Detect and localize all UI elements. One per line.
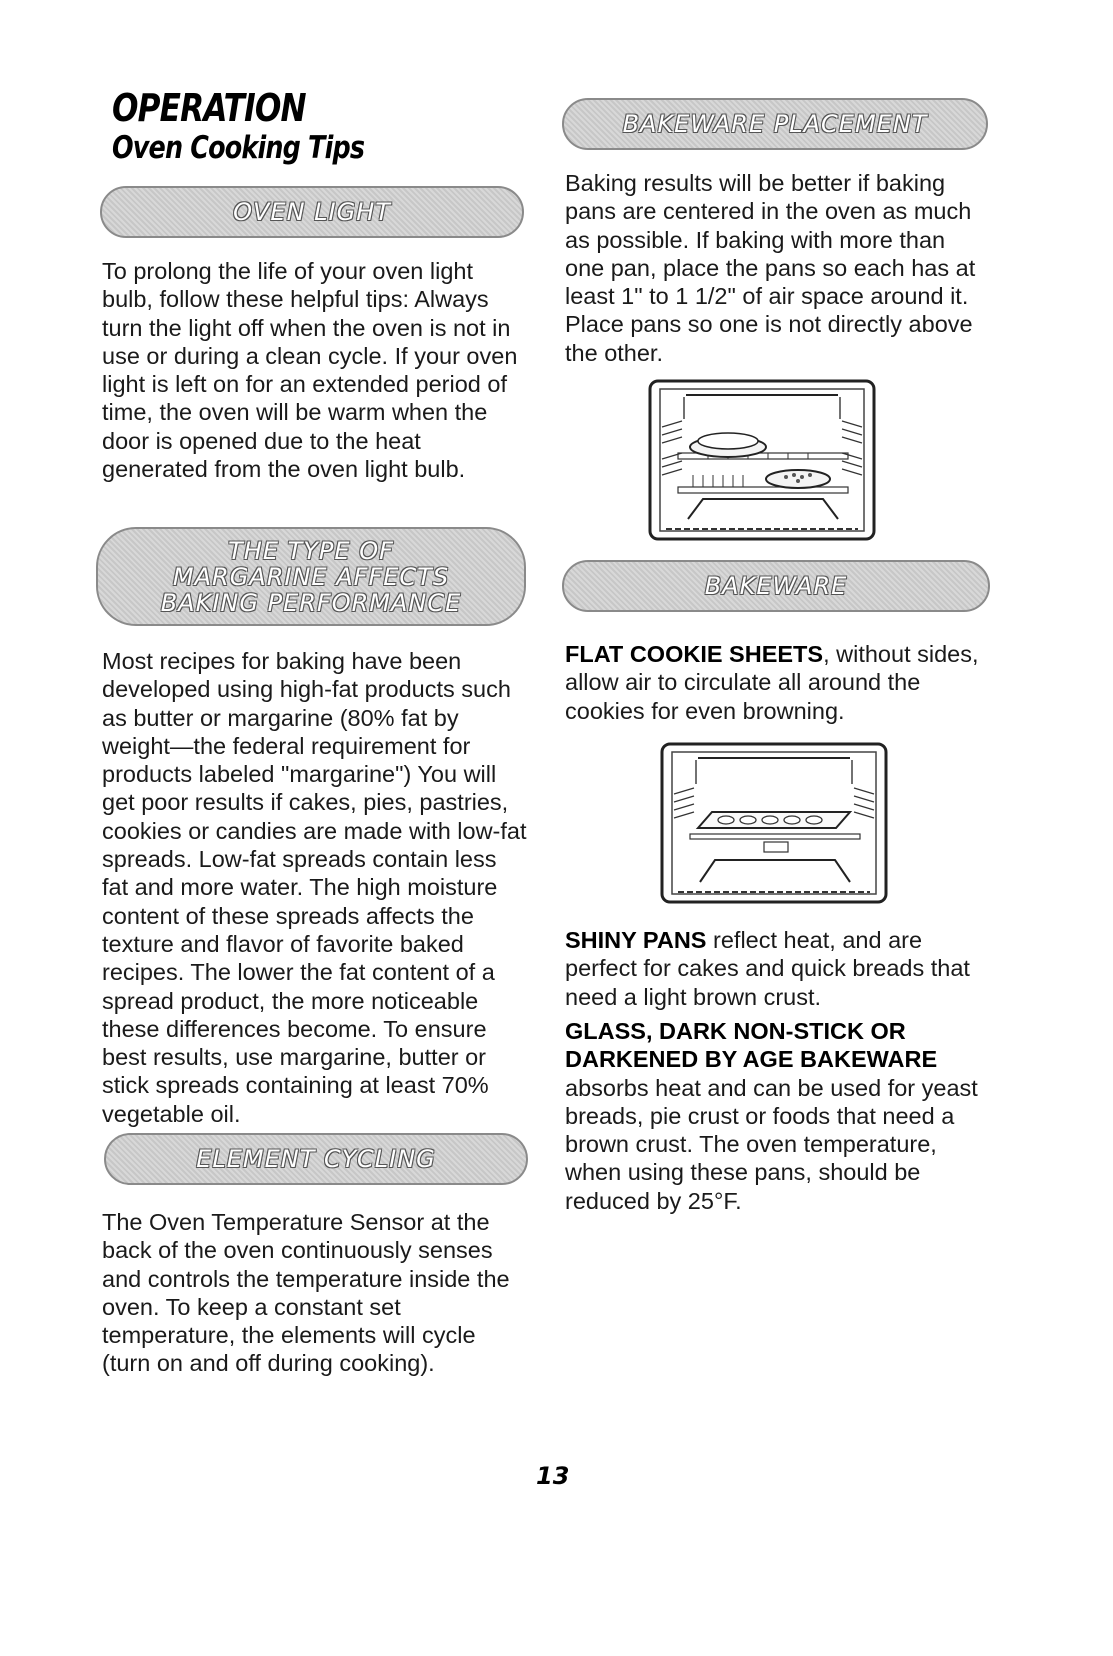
bakeware-placement-banner (562, 98, 988, 150)
margarine-text: Most recipes for baking have been developed using high-fat products such as butter or margarine (80% fat by weight—the federal requirement for products labeled "margarine") You will get poor results if cakes, pies, pastries, cookies or candies are made with low-fat spreads. Low-fat spreads contain less fat and more water. The high moisture content of these spreads affects the texture and flavor of favorite baked recipes. The lower the fat content of a spread product, the more noticeable these differences become. To ensure best results, use margarine, butter or stick spreads containing at least 70% vegetable oil. (102, 648, 527, 1127)
oven-cookie-sheet-illustration (660, 742, 888, 904)
element-cycling-text: The Oven Temperature Sensor at the back of the oven continuously senses and controls the temperature inside the oven. To keep a constant set temperature, the elements will cycle (turn on and off during cooking). (102, 1209, 510, 1377)
flat-cookie-sheets-desc: , without sides, allow air to circulate all around the cookies for even browning. (565, 641, 979, 724)
element-cycling-heading: ELEMENT CYCLING (196, 1145, 436, 1173)
shiny-pans-desc: reflect heat, and are perfect for cakes and quick breads that need a light brown crust. (565, 927, 970, 1010)
page-number: 13 (536, 1462, 570, 1490)
oven-light-heading: OVEN LIGHT (233, 198, 391, 226)
glass-dark-bakeware-desc: absorbs heat and can be used for yeast breads, pie crust or foods that need a brown crust. The oven temperature, when using these pans, should be reduced by 25°F. (565, 1074, 978, 1214)
section-title: OPERATION (112, 86, 306, 130)
shiny-pans-text (565, 926, 985, 1011)
margarine-heading-line3: BAKING PERFORMANCE (160, 588, 462, 617)
shiny-pans-title: SHINY PANS (565, 927, 707, 953)
oven-two-pans-illustration (648, 379, 876, 541)
flat-cookie-sheets-title: FLAT COOKIE SHEETS (565, 641, 824, 667)
glass-dark-bakeware-title: GLASS, DARK NON-STICK OR DARKENED BY AGE BAKEWARE (565, 1018, 938, 1073)
oven-light-banner (100, 186, 524, 238)
bakeware-heading: BAKEWARE (704, 572, 848, 600)
glass-dark-bakeware-text (565, 1017, 985, 1215)
flat-cookie-sheets-text (565, 640, 985, 725)
oven-light-text: To prolong the life of your oven light bulb, follow these helpful tips: Always turn the light off when the oven is not in use or during a clean cycle. If your oven light is left on for an extended period of time, the oven will be warm when the door is opened due to the heat generated from the oven light bulb. (102, 258, 518, 483)
bakeware-banner (562, 560, 990, 612)
margarine-banner (96, 527, 526, 626)
element-cycling-banner (104, 1133, 528, 1185)
page-subtitle: Oven Cooking Tips (112, 130, 365, 166)
margarine-heading-line2: MARGARINE AFFECTS (172, 562, 450, 591)
margarine-heading-line1: THE TYPE OF (228, 536, 394, 565)
bakeware-placement-heading: BAKEWARE PLACEMENT (622, 110, 928, 138)
bakeware-placement-text: Baking results will be better if baking pans are centered in the oven as much as possible. If baking with more than one pan, place the pans so each has at least 1" to 1 1/2" of air space around it. Place pans so one is not directly above the other. (565, 170, 976, 366)
